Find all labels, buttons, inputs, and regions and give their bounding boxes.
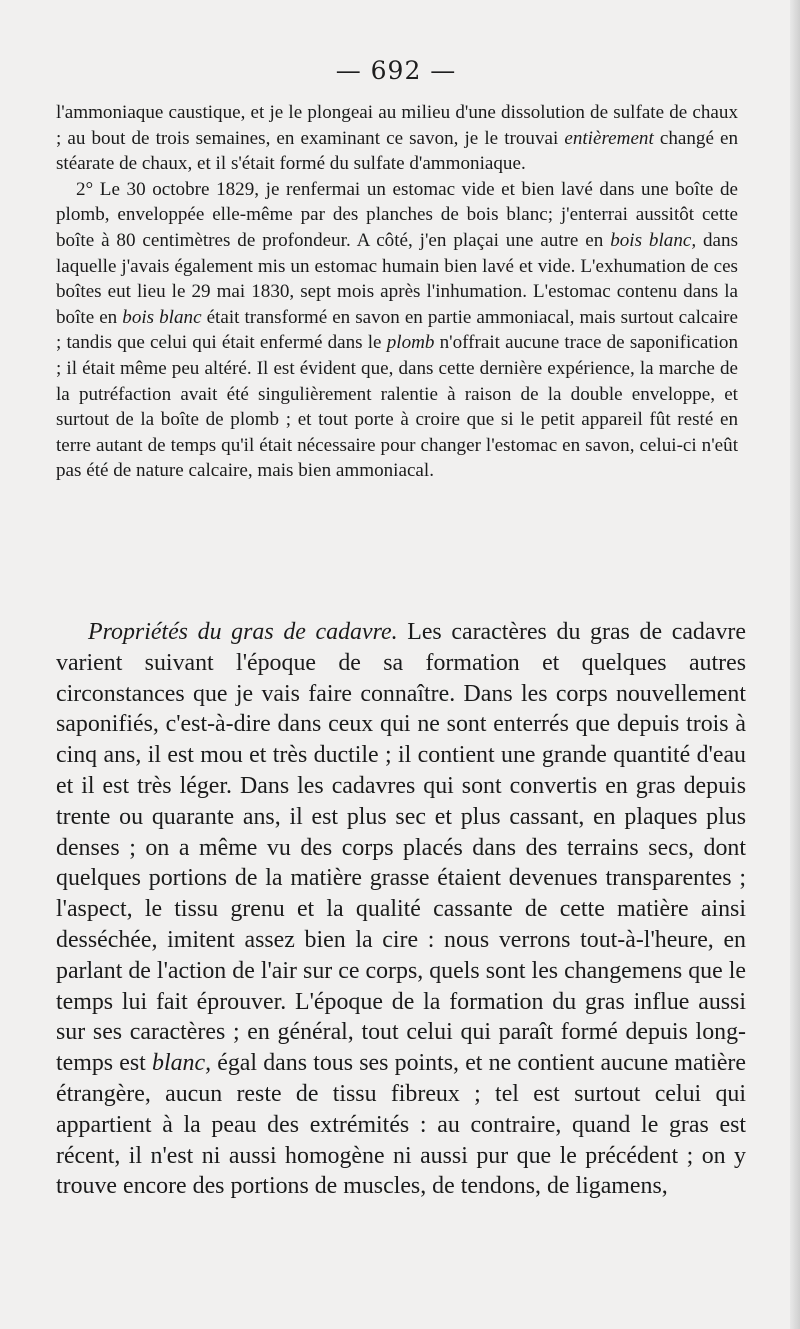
text-run: était transformé en savon en partie ammoniacal, mais surtout calcaire ; tandis que celui qui était enfermé dans le bbox=[56, 306, 738, 354]
paragraph-second-experiment bbox=[56, 177, 738, 484]
text-run: égal dans tous ses points, et ne contient aucune matière étrangère, aucun reste de tissu fibreux ; tel est surtout celui qui appartient à la peau des extrémités : au contraire, quand le gras est récent, il n'est ni aussi homogène ni aussi pur que le précédent ; on y trouve encore des portions de muscles, de tendons, de ligamens, bbox=[56, 1050, 746, 1200]
page-edge-shadow bbox=[790, 0, 800, 1329]
section-heading: Propriétés du gras de cadavre. bbox=[88, 619, 398, 645]
italic-run: blanc, bbox=[152, 1050, 212, 1077]
page-number: — 692 — bbox=[335, 56, 457, 85]
text-run: n'offrait aucune trace de saponification ; il était même peu altéré. Il est évident que, dans cette dernière expérience, la marche de la putréfaction avait été singulièrement ralentie à raison de la double enveloppe, et surtout de la boîte de plomb ; et tout porte à croire que si le petit appareil fût resté en terre autant de temps qu'il était nécessaire pour changer l'estomac en savon, celui-ci n'eût pas été de nature calcaire, mais bien ammoniacal. bbox=[56, 332, 738, 482]
italic-run: bois blanc bbox=[122, 306, 202, 328]
text-run: 2° Le 30 octobre 1829, je renfermai un estomac vide et bien lavé dans une boîte de plomb, enveloppée elle-même par des planches de bois blanc; j'enterrai aussitôt cette boîte à 80 centimètres de profondeur. A côté, j'en plaçai une autre en bbox=[56, 178, 738, 251]
text-run: Les caractères du gras de cadavre varient suivant l'époque de sa formation et quelques autres circonstances que je vais faire connaître. Dans les corps nouvellement saponifiés, c'est-à-dire dans ceux qui ne sont enterrés que depuis trois à cinq ans, il est mou et très ductile ; il contient une grande quantité d'eau et il est très léger. Dans les cadavres qui sont convertis en gras depuis trente ou quarante ans, il est plus sec et plus cassant, en plaques plus denses ; on a même vu des corps placés dans des terrains secs, dont quelques portions de la matière grasse étaient devenues transparentes ; l'aspect, le tissu grenu et la qualité cassante de cette matière ainsi desséchée, imitent assez bien la cire : nous verrons tout-à-l'heure, en parlant de l'action de l'air sur ce corps, quels sont les changemens que le temps lui fait éprouver. L'époque de la formation du gras influe aussi sur ses caractères ; en général, tout celui qui paraît formé depuis long-temps est bbox=[56, 619, 746, 1077]
paragraph-ammonia-conclusion bbox=[56, 100, 738, 177]
text-run: l'ammoniaque caustique, et je le plongeai au milieu d'une dissolution de sulfate de chaux ; au bout de trois semaines, en examinant ce savon, je le trouvai bbox=[56, 102, 738, 149]
text-run: dans laquelle j'avais également mis un estomac humain bien lavé et vide. L'exhumation de ces boîtes eut lieu le 29 mai 1830, sept mois après l'inhumation. L'estomac contenu dans la boîte en bbox=[56, 229, 739, 328]
properties-section bbox=[56, 617, 746, 1202]
italic-run: plomb bbox=[386, 332, 435, 354]
italic-run: entièrement bbox=[564, 127, 654, 149]
text-run: changé en stéarate de chaux, et il s'était formé du sulfate d'ammoniaque. bbox=[56, 127, 739, 175]
italic-run: bois blanc, bbox=[610, 229, 697, 251]
paragraph-properties bbox=[56, 617, 746, 1202]
experiment-section bbox=[56, 100, 738, 484]
